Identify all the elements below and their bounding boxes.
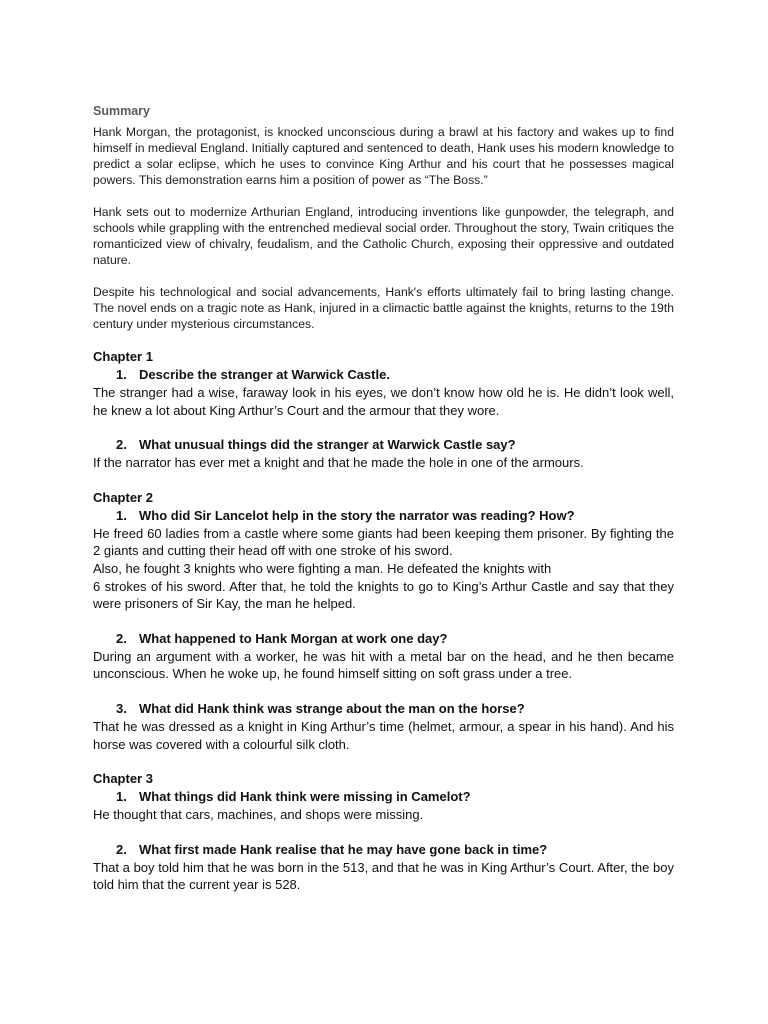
- question-number: 1.: [116, 789, 127, 805]
- question-text: Describe the stranger at Warwick Castle.: [139, 367, 390, 382]
- document-page: [93, 104, 674, 911]
- answer-line: He freed 60 ladies from a castle where some giants had been keeping them prisoner. By fighting the 2 giants and cutting their head off with one stroke of his sword.: [93, 525, 674, 559]
- summary-paragraph: Hank sets out to modernize Arthurian England, introducing inventions like gunpowder, the telegraph, and schools while grappling with the entrenched medieval social order. Throughout the story, Twain critiques the romanticized view of chivalry, feudalism, and the Catholic Church, exposing their oppressive and outdated nature.: [93, 205, 674, 267]
- question: [93, 700, 674, 718]
- question-number: 3.: [116, 700, 127, 716]
- question-text: What unusual things did the stranger at Warwick Castle say?: [139, 437, 516, 453]
- answer-text: That he was dressed as a knight in King Arthur’s time (helmet, armour, a spear in his hand). And his horse was covered with a colourful silk cloth.: [93, 718, 674, 752]
- question-block: [93, 788, 674, 824]
- answer-text: During an argument with a worker, he was hit with a metal bar on the head, and he then became unconscious. When he woke up, he found himself sitting on soft grass under a tree.: [93, 648, 674, 682]
- question-text: What happened to Hank Morgan at work one day?: [139, 630, 448, 646]
- question-block: [93, 700, 674, 753]
- chapter-section: [93, 489, 674, 753]
- chapter-heading: Chapter 3: [93, 771, 153, 787]
- question-block: [93, 630, 674, 683]
- question: [93, 630, 674, 648]
- question-block: [93, 436, 674, 472]
- chapter-section: [93, 770, 674, 894]
- answer-line: Also, he fought 3 knights who were fighting a man. He defeated the knights with: [93, 560, 552, 576]
- summary-paragraph: Hank Morgan, the protagonist, is knocked unconscious during a brawl at his factory and wakes up to find himself in medieval England. Initially captured and sentenced to death, Hank uses his modern knowledge to predict a solar eclipse, which he uses to convince King Arthur and his court that he possesses magical powers. This demonstration earns him a position of power as “The Boss.”: [93, 125, 674, 187]
- question: [93, 507, 674, 525]
- question-number: 2.: [116, 841, 127, 857]
- question: [93, 366, 674, 384]
- answer-text: That a boy told him that he was born in the 513, and that he was in King Arthur’s Court. After, the boy told him that the current year is 528.: [93, 859, 674, 893]
- answer-text: If the narrator has ever met a knight and that he made the hole in one of the armours.: [93, 455, 584, 471]
- question: [93, 788, 674, 806]
- question-number: 1.: [116, 507, 127, 523]
- question-text: What things did Hank think were missing in Camelot?: [139, 789, 471, 805]
- question: [93, 436, 674, 454]
- question-text: Who did Sir Lancelot help in the story the narrator was reading? How?: [139, 507, 575, 523]
- chapter-heading: Chapter 2: [93, 489, 153, 505]
- chapter-section: [93, 348, 674, 472]
- answer-text: The stranger had a wise, faraway look in his eyes, we don’t know how old he is. He didn’t look well, he knew a lot about King Arthur’s Court and the armour that they wore.: [93, 385, 674, 418]
- chapter-heading: Chapter 1: [93, 349, 153, 364]
- summary-paragraph: Despite his technological and social advancements, Hank's efforts ultimately fail to bring lasting change. The novel ends on a tragic note as Hank, injured in a climactic battle against the knights, returns to the 19th century under mysterious circumstances.: [93, 285, 674, 331]
- answer-line: 6 strokes of his sword. After that, he told the knights to go to King’s Arthur Castle and say that they were prisoners of Sir Kay, the man he helped.: [93, 578, 674, 612]
- question-number: 1.: [116, 367, 127, 382]
- question-block: [93, 841, 674, 894]
- answer-text: [93, 525, 674, 613]
- question-block: [93, 507, 674, 613]
- question-text: What did Hank think was strange about the man on the horse?: [139, 700, 525, 716]
- question-text: What first made Hank realise that he may have gone back in time?: [139, 841, 548, 857]
- question-number: 2.: [116, 437, 127, 453]
- question-block: [93, 366, 674, 419]
- answer-text: He thought that cars, machines, and shops were missing.: [93, 807, 424, 823]
- question: [93, 841, 674, 859]
- question-number: 2.: [116, 630, 127, 646]
- summary-heading: Summary: [93, 104, 150, 118]
